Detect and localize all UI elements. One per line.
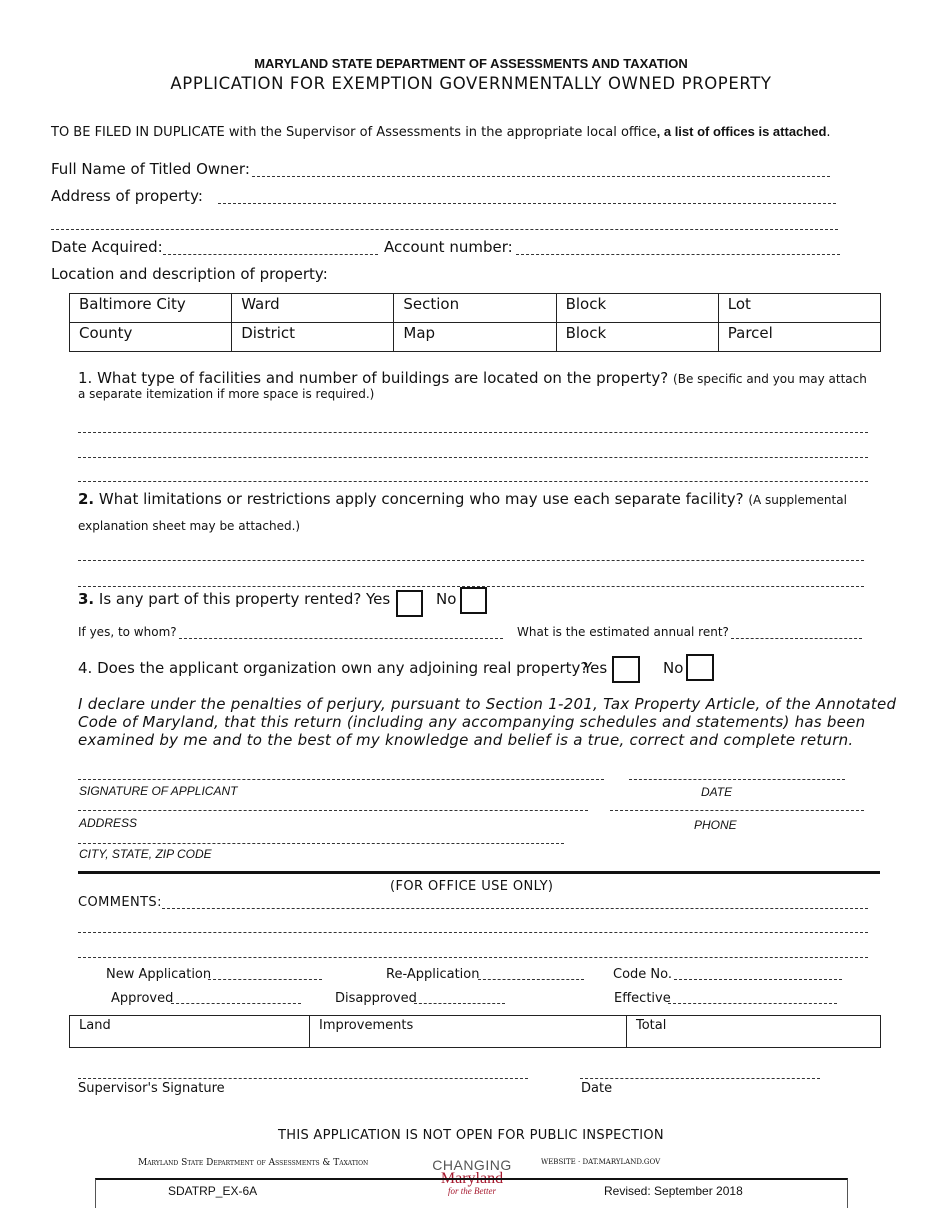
valuation-row — [70, 1016, 881, 1048]
question-4-yes-checkbox[interactable] — [612, 656, 640, 683]
re-application-field[interactable] — [478, 979, 584, 980]
address-field[interactable] — [218, 203, 836, 204]
declaration-line-1: I declare under the penalties of perjury, pursuant to Section 1-201, Tax Property Article, of the Annotated — [78, 695, 897, 713]
land-cell[interactable] — [70, 1016, 310, 1048]
address-label: Address of property: — [51, 187, 203, 205]
question-4-yes-label: Yes — [583, 659, 608, 677]
rent-to-whom-field[interactable] — [179, 638, 503, 639]
cell-ward[interactable]: Ward — [232, 294, 394, 323]
revised-date: Revised: September 2018 — [604, 1184, 743, 1198]
applicant-date-label: DATE — [701, 785, 733, 799]
applicant-signature-field[interactable] — [78, 779, 604, 780]
question-2-text: What limitations or restrictions apply concerning who may use each separate facility? — [94, 490, 744, 508]
question-1 — [78, 369, 867, 387]
question-3 — [78, 590, 361, 608]
improvements-label: Improvements — [319, 1018, 414, 1033]
office-use-divider — [78, 871, 880, 874]
applicant-phone-label: PHONE — [694, 818, 737, 832]
annual-rent-label: What is the estimated annual rent? — [517, 625, 729, 639]
footer-agency: Maryland State Department of Assessments & Taxation — [138, 1158, 369, 1168]
effective-field[interactable] — [668, 1003, 837, 1004]
cell-parcel[interactable]: Parcel — [718, 323, 880, 352]
question-2-note-cont: explanation sheet may be attached.) — [78, 519, 301, 533]
question-3-yes-label: Yes — [366, 590, 391, 608]
question-3-yes-checkbox[interactable] — [396, 590, 423, 617]
cell-county[interactable]: County — [70, 323, 232, 352]
filing-middle: with the Supervisor of Assessments in the appropriate local office — [224, 125, 657, 140]
applicant-city-field[interactable] — [78, 843, 564, 844]
question-1-text: 1. What type of facilities and number of buildings are located on the property? — [78, 369, 669, 387]
question-4-no-label: No — [663, 659, 684, 677]
comments-line-3[interactable] — [78, 957, 868, 958]
cell-baltimore-city[interactable]: Baltimore City — [70, 294, 232, 323]
filing-offices-note: , a list of offices is attached — [656, 124, 827, 139]
account-number-field[interactable] — [516, 254, 840, 255]
not-public-notice: THIS APPLICATION IS NOT OPEN FOR PUBLIC INSPECTION — [278, 1128, 664, 1143]
cell-map[interactable]: Map — [394, 323, 556, 352]
declaration-line-2: Code of Maryland, that this return (including any accompanying schedules and statements) has been — [78, 713, 866, 731]
cell-lot[interactable]: Lot — [718, 294, 880, 323]
answer-1-line-2[interactable] — [78, 457, 868, 458]
code-no-field[interactable] — [674, 979, 842, 980]
question-4-text: 4. Does the applicant organization own any adjoining real property? — [78, 659, 589, 677]
answer-2-line-1[interactable] — [78, 560, 864, 561]
question-3-no-label: No — [436, 590, 457, 608]
approved-field[interactable] — [171, 1003, 301, 1004]
question-3-no-checkbox[interactable] — [460, 587, 487, 614]
applicant-address-label: ADDRESS — [79, 816, 138, 830]
question-2-note: (A supplemental — [748, 493, 847, 507]
question-1-note: (Be specific and you may attach — [673, 372, 867, 386]
re-application-label: Re-Application — [386, 967, 480, 982]
question-3-number: 3. — [78, 590, 95, 608]
comments-label: COMMENTS: — [78, 895, 162, 910]
new-application-field[interactable] — [208, 979, 322, 980]
cell-block-2[interactable]: Block — [556, 323, 718, 352]
land-label: Land — [79, 1018, 111, 1033]
owner-field[interactable] — [252, 176, 830, 177]
logo-maryland: Maryland — [440, 1170, 504, 1187]
question-2-number: 2. — [78, 490, 95, 508]
question-4-no-checkbox[interactable] — [686, 654, 714, 681]
question-1-note-cont: a separate itemization if more space is required.) — [78, 387, 375, 401]
supervisor-signature-label: Supervisor's Signature — [78, 1081, 225, 1096]
code-no-label: Code No. — [613, 967, 672, 982]
new-application-label: New Application — [106, 967, 212, 982]
total-label: Total — [636, 1018, 667, 1033]
approved-label: Approved — [111, 991, 174, 1006]
improvements-cell[interactable] — [310, 1016, 627, 1048]
answer-1-line-1[interactable] — [78, 432, 868, 433]
disapproved-label: Disapproved — [335, 991, 417, 1006]
applicant-signature-label: SIGNATURE OF APPLICANT — [79, 784, 238, 798]
supervisor-date-field[interactable] — [580, 1078, 820, 1079]
owner-label: Full Name of Titled Owner: — [51, 160, 250, 178]
filing-instruction: TO BE FILED IN DUPLICATE with the Supervisor of Assessments in the appropriate local office, a list of offices is attached. — [51, 124, 831, 140]
cell-section[interactable]: Section — [394, 294, 556, 323]
agency-heading: MARYLAND STATE DEPARTMENT OF ASSESSMENTS AND TAXATION — [254, 56, 688, 71]
location-row-city — [70, 294, 881, 323]
supervisor-signature-field[interactable] — [78, 1078, 528, 1079]
cell-block[interactable]: Block — [556, 294, 718, 323]
logo-changing: CHANGING — [432, 1157, 512, 1173]
address-field-line-2[interactable] — [51, 229, 838, 230]
account-number-label: Account number: — [384, 238, 513, 256]
form-title: APPLICATION FOR EXEMPTION GOVERNMENTALLY OWNED PROPERTY — [170, 74, 772, 93]
supervisor-date-label: Date — [581, 1081, 613, 1096]
office-use-heading: (FOR OFFICE USE ONLY) — [390, 879, 554, 894]
declaration-line-3: examined by me and to the best of my knowledge and belief is a true, correct and complete return. — [78, 731, 854, 749]
valuation-table — [69, 1015, 881, 1048]
disapproved-field[interactable] — [414, 1003, 505, 1004]
comments-line-1[interactable] — [162, 908, 868, 909]
comments-line-2[interactable] — [78, 932, 868, 933]
date-acquired-label: Date Acquired: — [51, 238, 163, 256]
applicant-city-label: CITY, STATE, ZIP CODE — [79, 847, 212, 861]
annual-rent-field[interactable] — [731, 638, 862, 639]
location-row-county — [70, 323, 881, 352]
footer-website: WEBSITE · DAT.MARYLAND.GOV — [541, 1158, 661, 1166]
rent-to-whom-label: If yes, to whom? — [78, 625, 177, 639]
applicant-address-field[interactable] — [78, 810, 588, 811]
question-2 — [78, 490, 847, 508]
location-label: Location and description of property: — [51, 265, 328, 283]
cell-district[interactable]: District — [232, 323, 394, 352]
date-acquired-field[interactable] — [163, 254, 378, 255]
applicant-phone-field[interactable] — [610, 810, 864, 811]
form-id: SDATRP_EX-6A — [168, 1184, 258, 1198]
location-table — [69, 293, 881, 352]
answer-1-line-3[interactable] — [78, 481, 868, 482]
total-cell[interactable] — [627, 1016, 881, 1048]
effective-label: Effective — [614, 991, 671, 1006]
question-3-text: Is any part of this property rented? — [94, 590, 362, 608]
filing-prefix: TO BE FILED IN DUPLICATE — [51, 125, 225, 140]
logo-better: for the Better — [448, 1186, 496, 1196]
applicant-date-field[interactable] — [629, 779, 845, 780]
